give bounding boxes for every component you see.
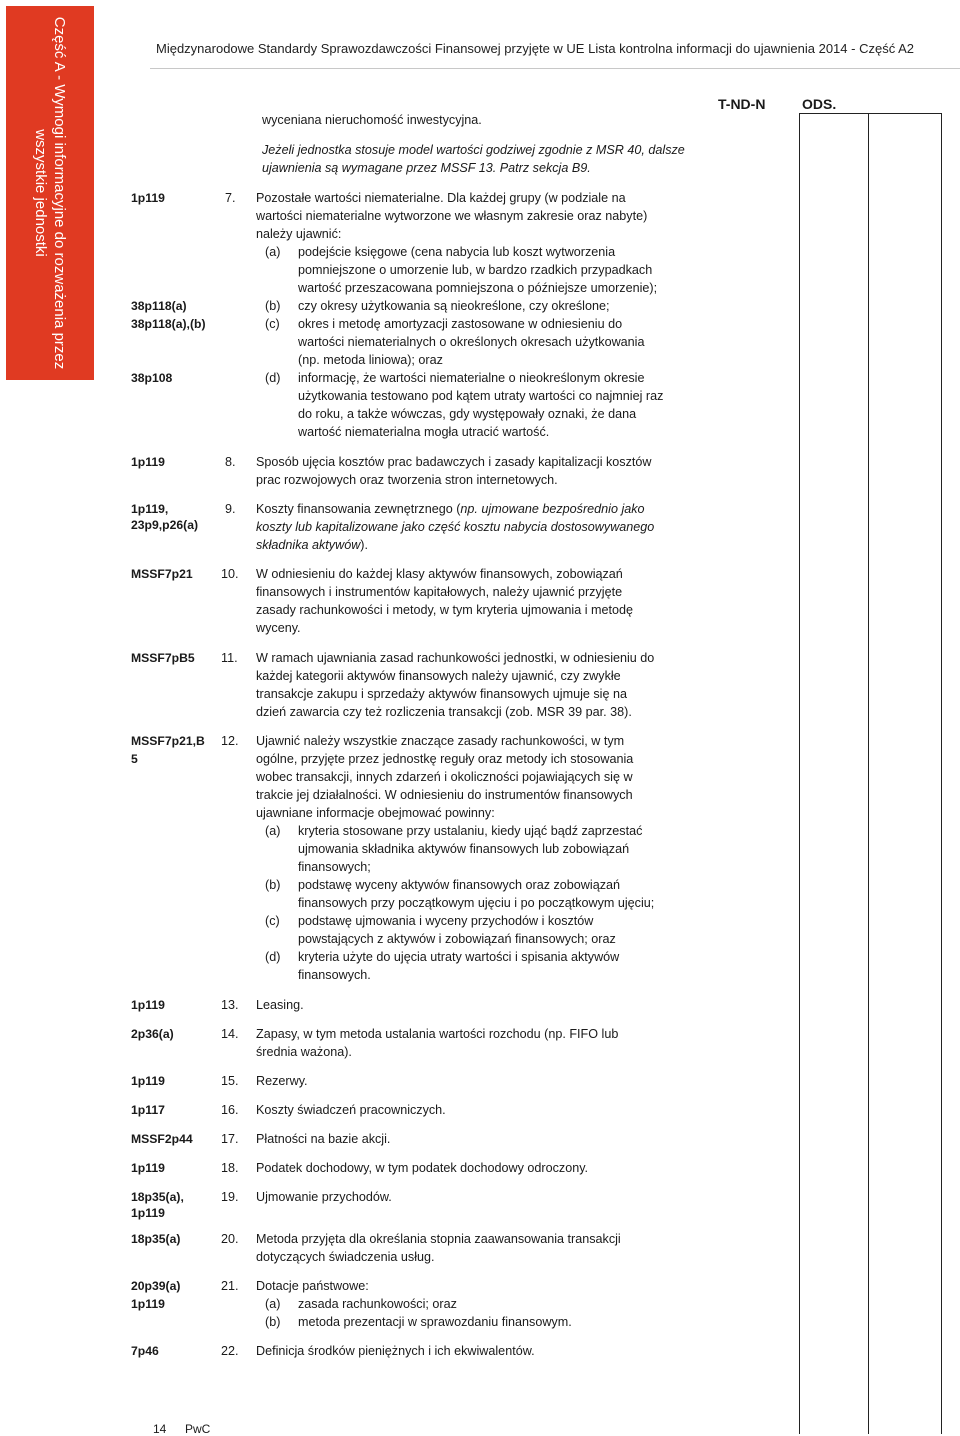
footer-brand: PwC	[185, 1422, 211, 1436]
subitem-label: (b)	[265, 1315, 281, 1329]
subitem-text: do roku, a także wówczas, gdy występowały oznaki, że dana	[298, 407, 637, 421]
item-reference: MSSF7p21	[131, 567, 193, 581]
item-text: W ramach ujawniania zasad rachunkowości jednostki, w odniesieniu do	[256, 651, 655, 665]
item-number: 19.	[221, 1190, 239, 1204]
column-header-tndn: T-ND-N	[718, 96, 766, 112]
subitem-label: (c)	[265, 317, 280, 331]
item-reference: 1p119,	[131, 502, 169, 516]
item-number: 21.	[221, 1279, 239, 1293]
item-text: Ujmowanie przychodów.	[256, 1190, 392, 1204]
item-text: dotyczących świadczenia usług.	[256, 1250, 435, 1264]
item-text: Sposób ujęcia kosztów prac badawczych i zasady kapitalizacji kosztów	[256, 455, 652, 469]
subitem-text: finansowych przy początkowym ujęciu i po początkowym ujęciu;	[298, 896, 655, 910]
item-text: Dotacje państwowe:	[256, 1279, 369, 1293]
italic-note-line: ujawnienia są wymagane przez MSSF 13. Patrz sekcja B9.	[262, 161, 591, 175]
item-text: Ujawnić należy wszystkie znaczące zasady rachunkowości, w tym	[256, 734, 625, 748]
item-number: 10.	[221, 567, 239, 581]
subitem-text: czy okresy użytkowania są nieokreślone, czy określone;	[298, 299, 610, 313]
item-text: zasady rachunkowości i metody, w tym kryteria ujmowania i metodę	[256, 603, 634, 617]
item-number: 8.	[225, 455, 236, 469]
item-text: Metoda przyjęta dla określania stopnia zaawansowania transakcji	[256, 1232, 621, 1246]
item-text: trakcie jej działalności. W odniesieniu do instrumentów finansowych	[256, 788, 633, 802]
item-text-italic: np. ujmowane bezpośrednio jako	[460, 502, 645, 516]
answer-column-tndn[interactable]	[799, 113, 869, 1434]
item-number: 11.	[221, 651, 238, 665]
item-text: ogólne, przyjęte przez jednostkę reguły oraz metody ich stosowania	[256, 752, 634, 766]
item-reference: 1p119	[131, 1074, 165, 1088]
header-divider	[150, 68, 960, 69]
item-reference: 18p35(a),	[131, 1190, 184, 1204]
subitem-text: zasada rachunkowości; oraz	[298, 1297, 457, 1311]
subitem-text: okres i metodę amortyzacji zastosowane w odniesieniu do	[298, 317, 623, 331]
item-text	[256, 500, 645, 518]
column-header-ods: ODS.	[802, 96, 837, 112]
item-number: 17.	[221, 1132, 239, 1146]
item-reference: MSSF2p44	[131, 1132, 193, 1146]
subitem-label: (b)	[265, 299, 281, 313]
page-number: 14	[153, 1422, 167, 1436]
subitem-label: (c)	[265, 914, 280, 928]
subitem-text: (np. metoda liniowa); oraz	[298, 353, 443, 367]
item-text-plain: ).	[360, 538, 368, 552]
subitem-text: finansowych;	[298, 860, 371, 874]
item-text-plain: Koszty finansowania zewnętrznego (	[256, 502, 461, 516]
subitem-label: (d)	[265, 371, 281, 385]
item-text: Koszty świadczeń pracowniczych.	[256, 1103, 446, 1117]
item-number: 15.	[221, 1074, 239, 1088]
subitem-text: kryteria użyte do ujęcia utraty wartości i spisania aktywów	[298, 950, 620, 964]
subitem-text: użytkowania testowano pod kątem utraty wartości co najmniej raz	[298, 389, 664, 403]
item-reference: 2p36(a)	[131, 1027, 174, 1041]
item-text-italic: składnika aktywów	[256, 538, 361, 552]
subitem-label: (a)	[265, 824, 281, 838]
subitem-text: wartość przeszacowana pomniejszona o późniejsze umorzenie);	[298, 281, 658, 295]
item-text: Pozostałe wartości niematerialne. Dla każdej grupy (w podziale na	[256, 191, 626, 205]
item-reference: 18p35(a)	[131, 1232, 181, 1246]
item-number: 13.	[221, 998, 239, 1012]
item-reference: 1p119	[131, 455, 165, 469]
item-text: Definicja środków pieniężnych i ich ekwiwalentów.	[256, 1344, 535, 1358]
item-reference: 23p9,p26(a)	[131, 518, 199, 532]
item-reference: 38p118(a),(b)	[131, 317, 206, 331]
item-text: prac rozwojowych oraz tworzenia stron internetowych.	[256, 473, 558, 487]
subitem-text: powstających z aktywów i zobowiązań finansowych; oraz	[298, 932, 616, 946]
item-reference: 20p39(a)	[131, 1279, 181, 1293]
continued-text: wyceniana nieruchomość inwestycyjna.	[262, 113, 482, 127]
subitem-text: wartość niematerialna mogła utracić wartość.	[298, 425, 550, 439]
subitem-text: finansowych.	[298, 968, 371, 982]
item-text: finansowych i instrumentów kapitałowych, należy ujawnić przyjęte	[256, 585, 623, 599]
item-text: dzień zawarcia czy też rozliczenia transakcji (zob. MSR 39 par. 38).	[256, 705, 632, 719]
item-text: transakcje zakupu i sprzedaży aktywów finansowych ujmuje się na	[256, 687, 627, 701]
item-text: ujawniane informacje obejmować powinny:	[256, 806, 495, 820]
item-text: wartości niematerialne wytworzone we własnym zakresie oraz nabyte)	[256, 209, 648, 223]
subitem-text: wartości niematerialnych o określonych okresach użytkowania	[298, 335, 645, 349]
subitem-text: informację, że wartości niematerialne o nieokreślonym okresie	[298, 371, 645, 385]
item-number: 7.	[225, 191, 236, 205]
item-text: każdej kategorii aktywów finansowych należy ujawnić, czy zwykłe	[256, 669, 621, 683]
item-text-italic: koszty lub kapitalizowane jako część kosztu nabycia dostosowywanego	[256, 520, 655, 534]
item-text: Leasing.	[256, 998, 304, 1012]
item-number: 16.	[221, 1103, 239, 1117]
item-reference: 1p119	[131, 1206, 165, 1220]
item-reference: 1p117	[131, 1103, 165, 1117]
item-text	[256, 536, 368, 554]
item-reference: MSSF7pB5	[131, 651, 195, 665]
italic-note-line: Jeżeli jednostka stosuje model wartości godziwej zgodnie z MSR 40, dalsze	[262, 143, 685, 157]
item-text: należy ujawnić:	[256, 227, 342, 241]
subitem-text: podstawę ujmowania i wyceny przychodów i kosztów	[298, 914, 594, 928]
item-number: 22.	[221, 1344, 239, 1358]
item-number: 14.	[221, 1027, 239, 1041]
item-reference: 38p118(a)	[131, 299, 187, 313]
sidebar-section-title: Część A - Wymogi informacyjne do rozważenia przez wszystkie jednostki	[32, 16, 68, 370]
item-number: 12.	[221, 734, 239, 748]
item-text: wyceny.	[256, 621, 301, 635]
sidebar-section-banner	[6, 6, 94, 380]
item-reference: 5	[131, 752, 138, 766]
subitem-text: kryteria stosowane przy ustalaniu, kiedy ująć bądź zaprzestać	[298, 824, 643, 838]
answer-column-ods[interactable]	[868, 113, 942, 1434]
subitem-text: metoda prezentacji w sprawozdaniu finansowym.	[298, 1315, 572, 1329]
item-reference: 7p46	[131, 1344, 159, 1358]
subitem-text: pomniejszone o umorzenie lub, w bardzo rzadkich przypadkach	[298, 263, 653, 277]
item-number: 20.	[221, 1232, 239, 1246]
subitem-text: podejście księgowe (cena nabycia lub koszt wytworzenia	[298, 245, 616, 259]
item-number: 9.	[225, 502, 236, 516]
item-reference: 1p119	[131, 191, 165, 205]
subitem-text: podstawę wyceny aktywów finansowych oraz zobowiązań	[298, 878, 621, 892]
item-text: Zapasy, w tym metoda ustalania wartości rozchodu (np. FIFO lub	[256, 1027, 619, 1041]
subitem-label: (a)	[265, 245, 281, 259]
page-header-title: Międzynarodowe Standardy Sprawozdawczości Finansowej przyjęte w UE Lista kontrolna informacji do ujawnienia 2014 - Część A2	[156, 41, 914, 56]
item-reference: 1p119	[131, 1297, 165, 1311]
item-reference: 1p119	[131, 998, 165, 1012]
item-text: W odniesieniu do każdej klasy aktywów finansowych, zobowiązań	[256, 567, 623, 581]
item-number: 18.	[221, 1161, 239, 1175]
item-text: wobec transakcji, innych zdarzeń i okoliczności pojawiających się w	[256, 770, 633, 784]
item-text: Rezerwy.	[256, 1074, 308, 1088]
item-reference: 1p119	[131, 1161, 165, 1175]
item-reference: 38p108	[131, 371, 173, 385]
subitem-label: (b)	[265, 878, 281, 892]
subitem-label: (a)	[265, 1297, 281, 1311]
item-reference: MSSF7p21,B	[131, 734, 205, 748]
item-text: Płatności na bazie akcji.	[256, 1132, 391, 1146]
item-text: Podatek dochodowy, w tym podatek dochodowy odroczony.	[256, 1161, 589, 1175]
item-text: średnia ważona).	[256, 1045, 352, 1059]
subitem-text: ujmowania składnika aktywów finansowych lub zobowiązań	[298, 842, 630, 856]
subitem-label: (d)	[265, 950, 281, 964]
